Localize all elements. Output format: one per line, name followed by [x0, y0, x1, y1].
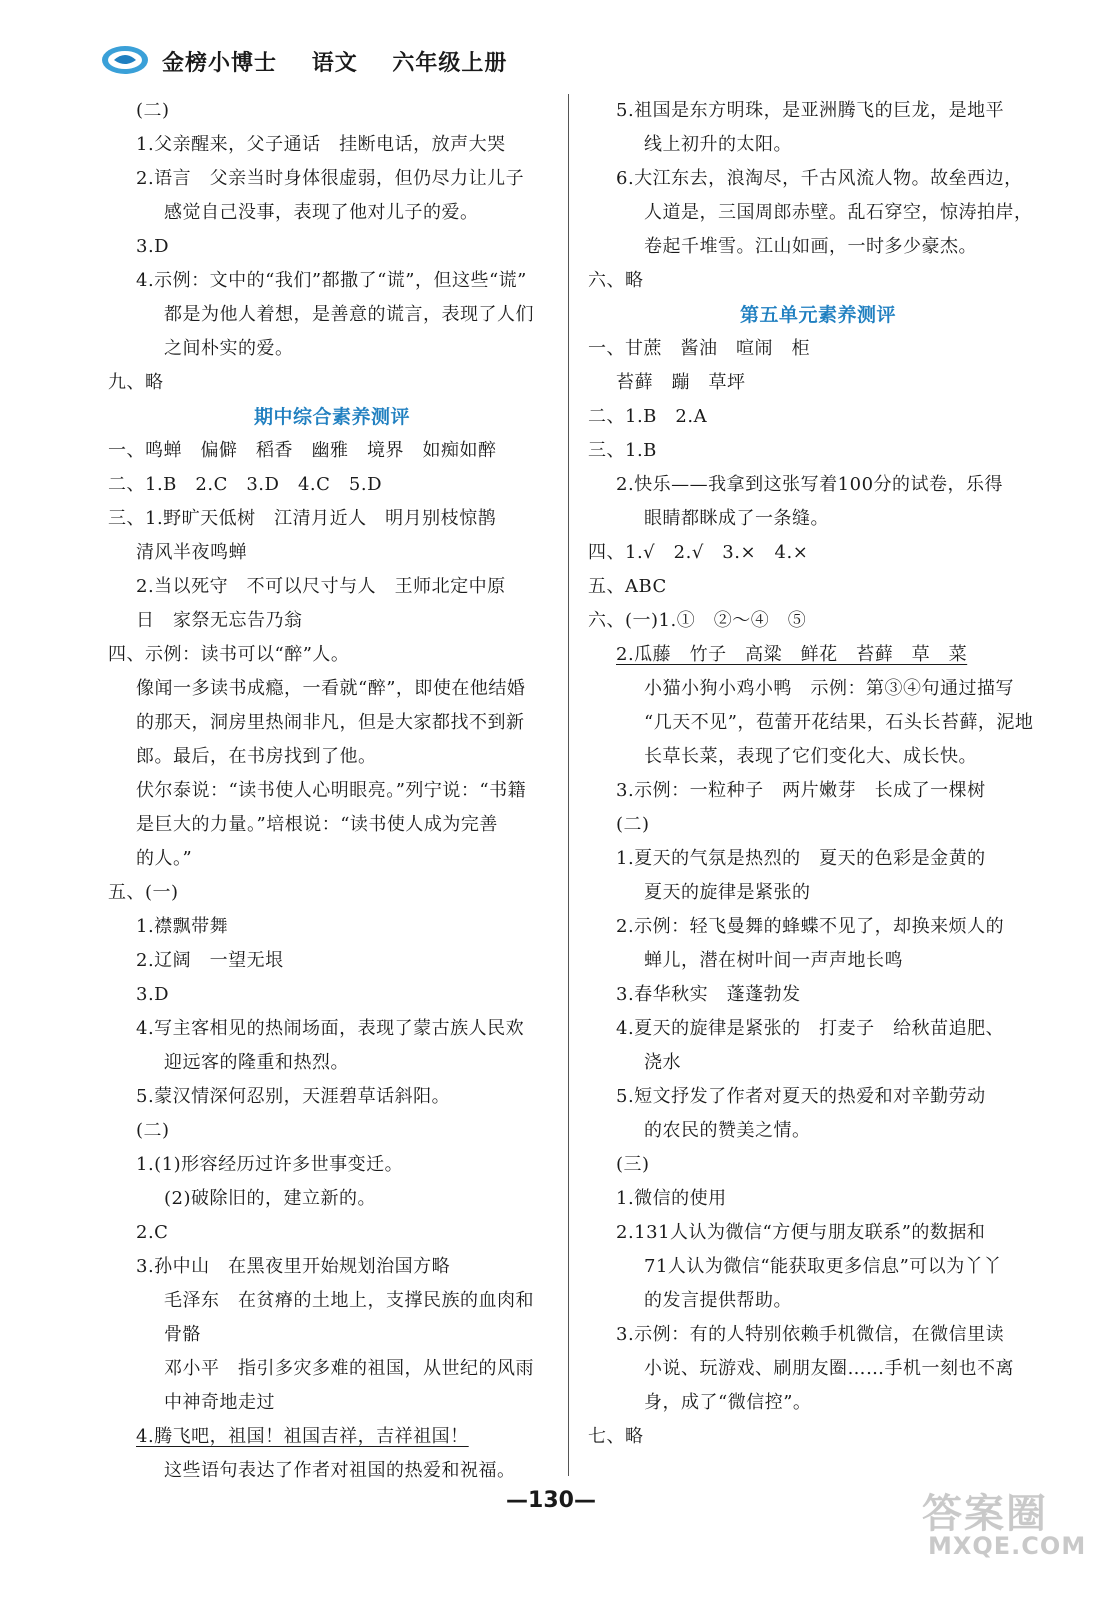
answer-line: 郎。最后，在书房找到了他。 [136, 746, 377, 767]
answer-line: 四、1.√ 2.√ 3.× 4.× [588, 542, 809, 563]
answer-line: 3.示例：一粒种子 两片嫩芽 长成了一棵树 [616, 780, 986, 801]
answer-line: 1.夏天的气氛是热烈的 夏天的色彩是金黄的 [616, 848, 986, 869]
answer-line: 夏天的旋律是紧张的 [644, 882, 811, 903]
answer-line: (二) [616, 814, 650, 835]
right-column [588, 94, 1048, 1454]
answer-line: 感觉自己没事，表现了他对儿子的爱。 [164, 202, 479, 223]
answer-line: 中神奇地走过 [164, 1392, 275, 1413]
answer-line: 迎远客的隆重和热烈。 [164, 1052, 349, 1073]
answer-line: 日 家祭无忘告乃翁 [136, 610, 303, 631]
answer-line: 之间朴实的爱。 [164, 338, 294, 359]
grade-label: 六年级上册 [392, 51, 508, 76]
answer-line: 2.当以死守 不可以尺寸与人 王师北定中原 [136, 576, 506, 597]
subject-label: 语文 [311, 51, 358, 76]
answer-line: 四、示例：读书可以“醉”人。 [108, 644, 350, 665]
answer-line: 五、ABC [588, 576, 667, 597]
answer-line: 2.语言 父亲当时身体很虚弱，但仍尽力让儿子 [136, 168, 525, 189]
answer-line: 都是为他人着想，是善意的谎言，表现了人们 [164, 304, 534, 325]
answer-line: 2.辽阔 一望无垠 [136, 950, 284, 971]
answer-line: 眼睛都眯成了一条缝。 [644, 508, 829, 529]
answer-line: 的发言提供帮助。 [644, 1290, 792, 1311]
watermark-sub: MXQE.COM [928, 1532, 1087, 1560]
answer-line: 1.父亲醒来，父子通话 挂断电话，放声大哭 [136, 134, 506, 155]
answer-line: 六、略 [588, 270, 644, 291]
answer-line: 2.快乐——我拿到这张写着100分的试卷，乐得 [616, 474, 1004, 495]
answer-line: 小说、玩游戏、刷朋友圈……手机一刻也不离 [644, 1358, 1014, 1379]
answer-line: 身，成了“微信控”。 [644, 1392, 812, 1413]
answer-line: 浇水 [644, 1052, 681, 1073]
book-title: 金榜小博士 [162, 51, 278, 76]
section-title: 期中综合素养测评 [253, 406, 410, 428]
answer-line: (二) [136, 1120, 170, 1141]
answer-line: 伏尔泰说：“读书使人心明眼亮。”列宁说：“书籍 [136, 780, 527, 801]
answer-line: 卷起千堆雪。江山如画，一时多少豪杰。 [644, 236, 977, 257]
answer-line: 4.示例：文中的“我们”都撒了“谎”，但这些“谎” [136, 270, 527, 291]
answer-line: “几天不见”，苞蕾开花结果，石头长苔藓，泥地 [644, 712, 1034, 733]
answer-line: 清风半夜鸣蝉 [136, 542, 247, 563]
answer-line: 是巨大的力量。”培根说：“读书使人成为完善 [136, 814, 498, 835]
answer-line: 六、(一)1.① ②～④ ⑤ [588, 610, 807, 631]
answer-line: 2.瓜藤 竹子 高粱 鲜花 苔藓 草 菜 [616, 644, 968, 665]
left-column [108, 94, 556, 1488]
answer-line: 3.D [136, 984, 170, 1005]
answer-line: 2.C [136, 1222, 169, 1243]
page-header [100, 44, 600, 84]
answer-line: 毛泽东 在贫瘠的土地上，支撑民族的血肉和 [164, 1290, 534, 1311]
answer-line: 的那天，洞房里热闹非凡，但是大家都找不到新 [136, 712, 525, 733]
answer-line: 3.D [136, 236, 170, 257]
watermark-logo [922, 1482, 1087, 1572]
column-divider [568, 94, 569, 1476]
answer-line: 4.写主客相见的热闹场面，表现了蒙古族人民欢 [136, 1018, 525, 1039]
answer-line: 三、1.野旷天低树 江清月近人 明月别枝惊鹊 [108, 508, 497, 529]
answer-line: 二、1.B 2.A [588, 406, 708, 427]
answer-line: 的人。” [136, 848, 193, 869]
answer-line: 2.131人认为微信“方便与朋友联系”的数据和 [616, 1222, 986, 1243]
answer-line: 的农民的赞美之情。 [644, 1120, 811, 1141]
answer-line: 5.祖国是东方明珠，是亚洲腾飞的巨龙，是地平 [616, 100, 1005, 121]
answer-line: 4.夏天的旋律是紧张的 打麦子 给秋苗追肥、 [616, 1018, 1005, 1039]
answer-line: 1.微信的使用 [616, 1188, 727, 1209]
answer-line: 蝉儿，潜在树叶间一声声地长鸣 [644, 950, 903, 971]
book-logo-icon [100, 44, 150, 76]
answer-line: 4.腾飞吧，祖国！祖国吉祥，吉祥祖国！ [136, 1426, 469, 1447]
answer-line: 线上初升的太阳。 [644, 134, 792, 155]
answer-line: 一、甘蔗 酱油 喧闹 柜 [588, 338, 810, 359]
answer-line: 5.短文抒发了作者对夏天的热爱和对辛勤劳动 [616, 1086, 986, 1107]
answer-line: 1.(1)形容经历过许多世事变迁。 [136, 1154, 404, 1175]
answer-line: 6.大江东去，浪淘尽，千古风流人物。故垒西边， [616, 168, 1023, 189]
page-number: —130— [506, 1488, 596, 1513]
answer-line: 骨骼 [164, 1324, 201, 1345]
answer-line: 九、略 [108, 372, 164, 393]
answer-line: 1.襟飘带舞 [136, 916, 229, 937]
answer-line: 像闻一多读书成瘾，一看就“醉”，即使在他结婚 [136, 678, 526, 699]
section-title: 第五单元素养测评 [739, 304, 896, 326]
answer-line: 五、(一) [108, 882, 179, 903]
answer-line: 小猫小狗小鸡小鸭 示例：第③④句通过描写 [644, 678, 1014, 699]
answer-line: 2.示例：轻飞曼舞的蜂蝶不见了，却换来烦人的 [616, 916, 1005, 937]
answer-line: 71人认为微信“能获取更多信息”可以为丫丫 [644, 1256, 1002, 1277]
answer-line: 5.蒙汉情深何忍别，天涯碧草话斜阳。 [136, 1086, 451, 1107]
answer-line: 3.示例：有的人特别依赖手机微信，在微信里读 [616, 1324, 1005, 1345]
answer-line: 人道是，三国周郎赤壁。乱石穿空，惊涛拍岸， [644, 202, 1033, 223]
answer-line: 这些语句表达了作者对祖国的热爱和祝福。 [164, 1460, 516, 1481]
answer-line: (二) [136, 100, 170, 121]
answer-line: 二、1.B 2.C 3.D 4.C 5.D [108, 474, 383, 495]
answer-line: 3.孙中山 在黑夜里开始规划治国方略 [136, 1256, 451, 1277]
header-title [162, 46, 533, 77]
answer-line: 长草长菜，表现了它们变化大、成长快。 [644, 746, 977, 767]
answer-line: 苔藓 蹦 草坪 [616, 372, 746, 393]
answer-line: (2)破除旧的，建立新的。 [164, 1188, 376, 1209]
answer-line: (三) [616, 1154, 650, 1175]
answer-line: 3.春华秋实 蓬蓬勃发 [616, 984, 801, 1005]
answer-line: 一、鸣蝉 偏僻 稻香 幽雅 境界 如痴如醉 [108, 440, 497, 461]
answer-line: 邓小平 指引多灾多难的祖国，从世纪的风雨 [164, 1358, 534, 1379]
answer-line: 三、1.B [588, 440, 657, 461]
answer-line: 七、略 [588, 1426, 644, 1447]
watermark-main: 答案圈 [922, 1491, 1048, 1537]
